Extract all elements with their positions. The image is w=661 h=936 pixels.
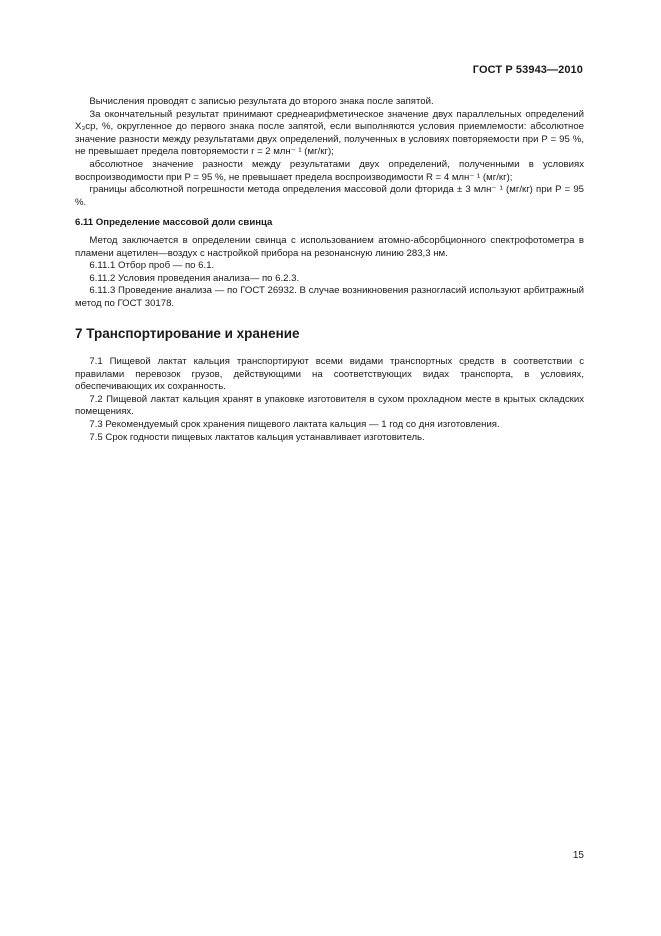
- paragraph-6-11-1: 6.11.1 Отбор проб — по 6.1.: [89, 260, 215, 272]
- section-title-6-11: 6.11 Определение массовой доли свинца: [75, 217, 273, 229]
- paragraph-6-11-3: 6.11.3 Проведение анализа — по ГОСТ 26932. В случае возникновения разногласий используют арбитражный метод по ГОСТ 30178.: [75, 285, 584, 309]
- paragraph-7-3: 7.3 Рекомендуемый срок хранения пищевого лактата кальция — 1 год со дня изготовления.: [89, 419, 500, 431]
- paragraph-6-11-2: 6.11.2 Условия проведения анализа— по 6.2.3.: [89, 272, 300, 284]
- paragraph-reproducibility: абсолютное значение разности между результатами двух определений, полученными в условиях воспроизводимости при P = 95 %, не превышает предела воспроизводимости R = 4 млн⁻ ¹ (мг/кг);: [75, 158, 584, 183]
- paragraph-final-result: За окончательный результат принимают среднеарифметическое значение двух параллельных определений X₃ср, %, округленное до первого знака после запятой, если выполняются условия приемлемости: абсолютное значение разности между результатами двух определений, полученных в условиях повторяемости при P = 95 %, не превышает предела повторяемости r = 2 млн⁻ ¹ (мг/кг);: [75, 108, 584, 158]
- paragraph-calc-precision: Вычисления проводят с записью результата до второго знака после запятой.: [89, 96, 434, 107]
- paragraph-7-1: 7.1 Пищевой лактат кальция транспортируют всеми видами транспортных средств в соответствии с правилами перевозок грузов, действующими на соответствующих видах транспорта, в условиях, обеспечивающих их сохранность.: [75, 356, 584, 393]
- document-body: [75, 96, 584, 444]
- paragraph-7-2: 7.2 Пищевой лактат кальция хранят в упаковке изготовителя в сухом прохладном месте в крытых складских помещениях.: [75, 393, 584, 418]
- paragraph-error-bounds: границы абсолютной погрешности метода определения массовой доли фторида ± 3 млн⁻ ¹ (мг/кг) при P = 95 %.: [75, 184, 584, 208]
- page-number: 15: [572, 850, 584, 861]
- paragraph-7-5: 7.5 Срок годности пищевых лактатов кальция устанавливает изготовитель.: [89, 431, 425, 443]
- paragraph-lead-method: Метод заключается в определении свинца с использованием атомно-абсорбционного спектрофотометра в пламени ацетилен—воздух с настройкой прибора на резонансную линию 283,3 нм.: [75, 234, 584, 259]
- document-header: ГОСТ Р 53943—2010: [472, 64, 583, 76]
- chapter-title-7: 7 Транспортирование и хранение: [75, 325, 300, 341]
